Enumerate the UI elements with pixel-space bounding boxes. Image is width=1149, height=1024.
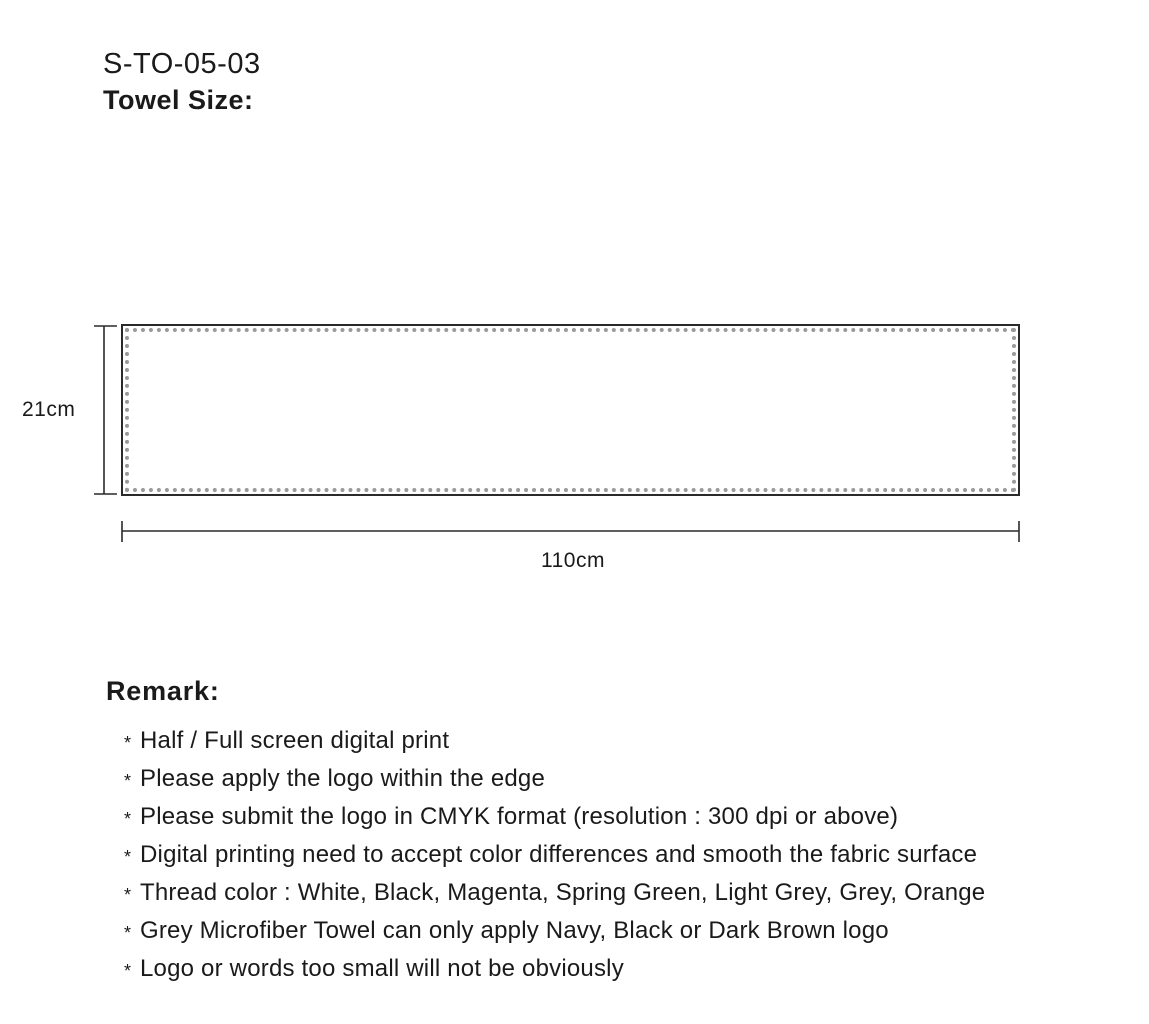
bullet-asterisk-icon: * xyxy=(124,847,132,867)
remark-item-text: Digital printing need to accept color differences and smooth the fabric surface xyxy=(140,841,978,868)
remark-item-text: Please apply the logo within the edge xyxy=(140,765,546,792)
remark-item-text: Please submit the logo in CMYK format (resolution : 300 dpi or above) xyxy=(140,803,899,830)
towel-stitched-edge xyxy=(125,328,1016,492)
bullet-asterisk-icon: * xyxy=(124,961,132,981)
remark-item xyxy=(124,878,985,916)
width-dimension-label: 110cm xyxy=(541,549,605,572)
bullet-asterisk-icon: * xyxy=(124,733,132,753)
product-code: S-TO-05-03 xyxy=(103,48,261,80)
remark-list xyxy=(124,726,985,992)
remark-item xyxy=(124,954,985,992)
remark-item-text: Thread color : White, Black, Magenta, Spring Green, Light Grey, Grey, Orange xyxy=(140,879,986,906)
bullet-asterisk-icon: * xyxy=(124,771,132,791)
remark-item-text: Half / Full screen digital print xyxy=(140,727,450,754)
bullet-asterisk-icon: * xyxy=(124,923,132,943)
remark-item xyxy=(124,840,985,878)
remark-item xyxy=(124,764,985,802)
height-dimension-label: 21cm xyxy=(22,398,76,421)
towel-size-heading: Towel Size: xyxy=(103,85,254,115)
bullet-asterisk-icon: * xyxy=(124,809,132,829)
bullet-asterisk-icon: * xyxy=(124,885,132,905)
remark-item xyxy=(124,726,985,764)
remark-item xyxy=(124,802,985,840)
remark-item-text: Grey Microfiber Towel can only apply Navy, Black or Dark Brown logo xyxy=(140,917,889,944)
remark-item xyxy=(124,916,985,954)
remark-item-text: Logo or words too small will not be obviously xyxy=(140,955,624,982)
remark-heading: Remark: xyxy=(106,676,220,706)
towel-outline xyxy=(121,324,1020,496)
